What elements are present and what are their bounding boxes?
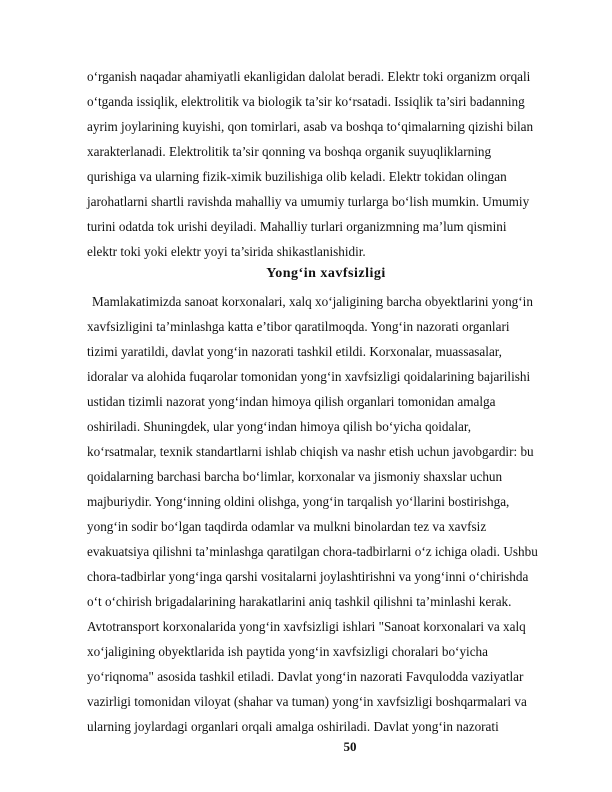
text-line: ustidan tizimli nazorat yong‘indan himoya qilish organlari tomonidan amalga bbox=[87, 394, 496, 409]
text-line: tizimi yaratildi, davlat yong‘in nazorati tashkil etildi. Korxonalar, muassasalar, bbox=[87, 344, 502, 359]
text-line: majburiydir. Yong‘inning oldini olishga, yong‘in tarqalish yo‘llarini bostirishga, bbox=[87, 494, 510, 509]
page-number: 50 bbox=[343, 739, 357, 754]
text-line: chora-tadbirlar yong‘inga qarshi vositalarni joylashtirishni va yong‘inni o‘chirishda bbox=[87, 569, 529, 584]
text-line: elektr toki yoki elektr yoyi ta’sirida shikastlanishidir. bbox=[87, 244, 366, 259]
text-line: o‘t o‘chirish brigadalarining harakatlarini aniq tashkil qilishni ta’minlashi kerak. bbox=[87, 594, 512, 609]
text-line: turini odatda tok urishi deyiladi. Mahalliy turlari organizmning ma’lum qismini bbox=[87, 219, 507, 234]
text-line: xo‘jaligining obyektlarida ish paytida yong‘in xavfsizligi choralari bo‘yicha bbox=[87, 644, 489, 659]
section-heading: Yong‘in xavfsizligi bbox=[266, 266, 386, 281]
text-line: xavfsizligini ta’minlashga katta e’tibor qaratilmoqda. Yong‘in nazorati organlari bbox=[87, 319, 510, 334]
text-line: yo‘riqnoma" asosida tashkil etiladi. Davlat yong‘in nazorati Favqulodda vaziyatlar bbox=[87, 669, 524, 684]
text-line: jarohatlarni shartli ravishda mahalliy va umumiy turlarga bo‘lish mumkin. Umumiy bbox=[87, 194, 530, 209]
text-line: oshiriladi. Shuningdek, ular yong‘indan himoya qilish bo‘yicha qoidalar, bbox=[87, 419, 472, 434]
text-line: Mamlakatimizda sanoat korxonalari, xalq xo‘jaligining barcha obyektlarini yong‘in bbox=[92, 294, 533, 309]
text-line: xarakterlanadi. Elektrolitik ta’sir qonning va boshqa organik suyuqliklarning bbox=[87, 144, 492, 159]
text-line: qoidalarning barchasi barcha bo‘limlar, korxonalar va jismoniy shaxslar uchun bbox=[87, 469, 503, 484]
text-line: o‘rganish naqadar ahamiyatli ekanligidan dalolat beradi. Elektr toki organizm orqali bbox=[87, 69, 531, 84]
text-line: vazirligi tomonidan viloyat (shahar va tuman) yong‘in xavfsizligi boshqarmalari va bbox=[87, 694, 527, 709]
text-line: ayrim joylarining kuyishi, qon tomirlari, asab va boshqa to‘qimalarning qizishi bilan bbox=[87, 119, 534, 134]
text-line: ko‘rsatmalar, texnik standartlarni ishlab chiqish va nashr etish uchun javobgardir: bu bbox=[87, 444, 534, 459]
text-line: qurishiga va ularning fizik-ximik buzilishiga olib keladi. Elektr tokidan olingan bbox=[87, 169, 507, 184]
text-line: evakuatsiya qilishni ta’minlashga qaratilgan chora-tadbirlarni o‘z ichiga oladi. Ushbu bbox=[87, 544, 538, 559]
text-line: o‘tganda issiqlik, elektrolitik va biologik ta’sir ko‘rsatadi. Issiqlik ta’siri badanning bbox=[87, 94, 525, 109]
text-line: yong‘in sodir bo‘lgan taqdirda odamlar va mulkni binolardan tez va xavfsiz bbox=[87, 519, 487, 534]
text-line: Avtotransport korxonalarida yong‘in xavfsizligi ishlari "Sanoat korxonalari va xalq bbox=[87, 619, 526, 634]
text-line: ularning joylardagi organlari orqali amalga oshiriladi. Davlat yong‘in nazorati bbox=[87, 719, 499, 734]
text-line: idoralar va alohida fuqarolar tomonidan yong‘in xavfsizligi qoidalarining bajarilishi bbox=[87, 369, 531, 384]
